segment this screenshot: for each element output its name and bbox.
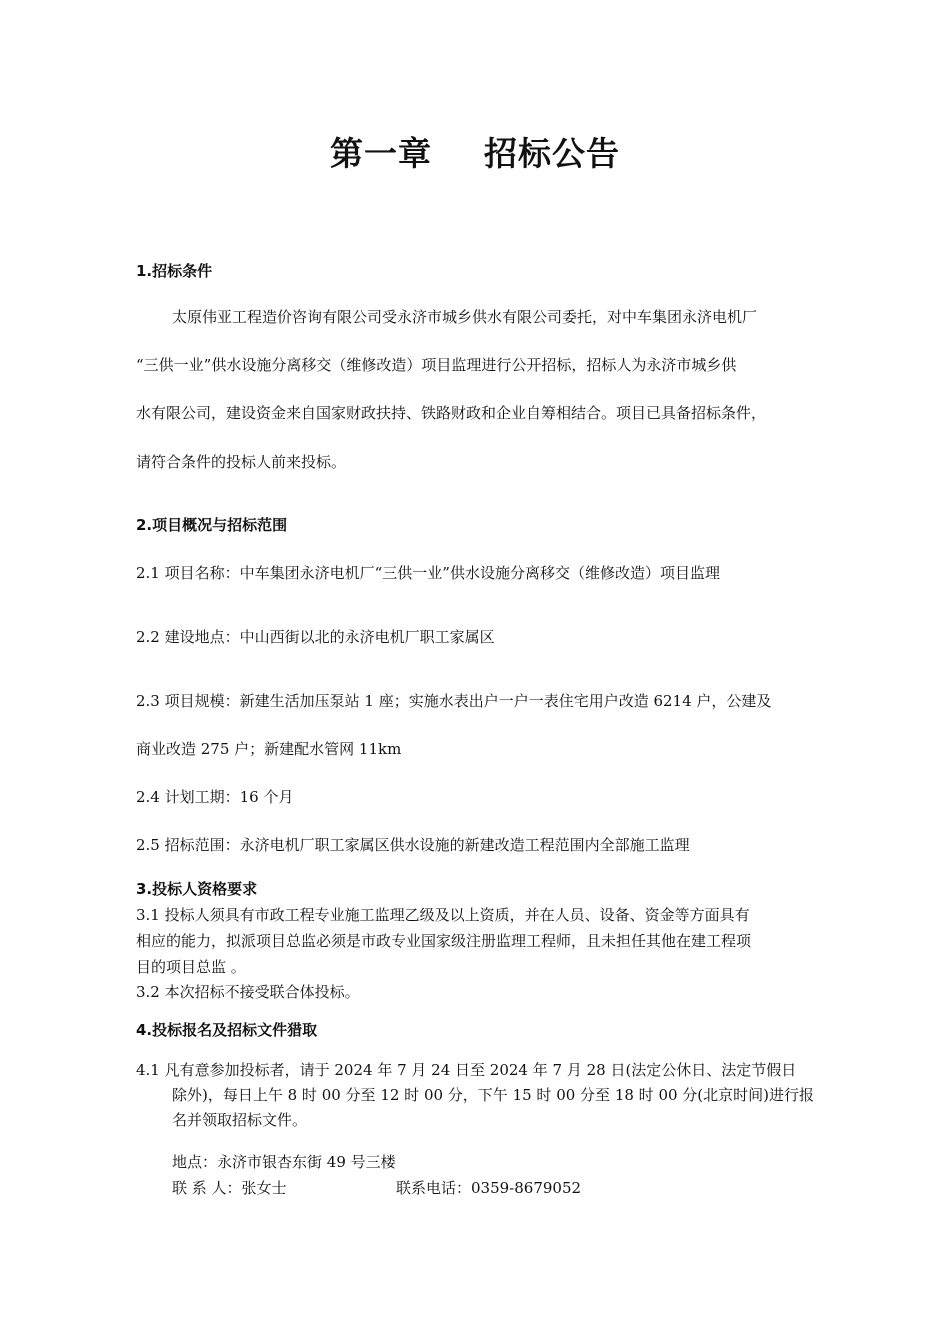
page-title (0, 128, 950, 175)
section-1-line: “三供一业”供水设施分离移交（维修改造）项目监理进行公开招标，招标人为永济市城乡供 (136, 356, 737, 374)
contact-person: 联 系 人：张女士 (172, 1179, 287, 1197)
address: 地点：永济市银杏东街 49 号三楼 (172, 1153, 396, 1171)
project-location: 2.2 建设地点：中山西街以北的永济电机厂职工家属区 (136, 628, 495, 646)
registration-line: 4.1 凡有意参加投标者，请于 2024 年 7 月 24 日至 2024 年 7 月 28 日(法定公休日、法定节假日 (136, 1061, 797, 1079)
section-1-line: 水有限公司，建设资金来自国家财政扶持、铁路财政和企业自筹相结合。项目已具备招标条件， (136, 404, 767, 422)
chapter-title: 招标公告 (484, 134, 620, 173)
section-1-heading: 1.招标条件 (136, 262, 213, 280)
section-1-line: 请符合条件的投标人前来投标。 (136, 453, 347, 471)
bidding-scope: 2.5 招标范围：永济电机厂职工家属区供水设施的新建改造工程范围内全部施工监理 (136, 836, 690, 854)
chapter-number: 第一章 (330, 134, 432, 173)
qualification-line: 3.2 本次招标不接受联合体投标。 (136, 983, 360, 1001)
qualification-line: 相应的能力，拟派项目总监必须是市政专业国家级注册监理工程师，且未担任其他在建工程项 (136, 932, 752, 950)
section-4-heading: 4.投标报名及招标文件猎取 (136, 1021, 318, 1039)
qualification-line: 目的项目总监 。 (136, 958, 246, 976)
qualification-line: 3.1 投标人须具有市政工程专业施工监理乙级及以上资质，并在人员、设备、资金等方面具有 (136, 906, 750, 924)
project-scale: 2.3 项目规模：新建生活加压泵站 1 座；实施水表出户一户一表住宅用户改造 6214 户，公建及 (136, 692, 772, 710)
registration-line: 除外)，每日上午 8 时 00 分至 12 时 00 分，下午 15 时 00 分至 18 时 00 分(北京时间)进行报 (172, 1086, 814, 1104)
project-name: 2.1 项目名称：中车集团永济电机厂“三供一业”供水设施分离移交（维修改造）项目监理 (136, 564, 720, 582)
section-2-heading: 2.项目概况与招标范围 (136, 516, 288, 534)
section-1-line: 太原伟亚工程造价咨询有限公司受永济市城乡供水有限公司委托，对中车集团永济电机厂 (172, 308, 758, 326)
project-scale-cont: 商业改造 275 户；新建配水管网 11km (136, 740, 402, 758)
section-3-heading: 3.投标人资格要求 (136, 880, 258, 898)
registration-line: 名并领取招标文件。 (172, 1111, 308, 1129)
project-duration: 2.4 计划工期：16 个月 (136, 788, 294, 806)
contact-phone: 联系电话：0359-8679052 (396, 1179, 582, 1197)
